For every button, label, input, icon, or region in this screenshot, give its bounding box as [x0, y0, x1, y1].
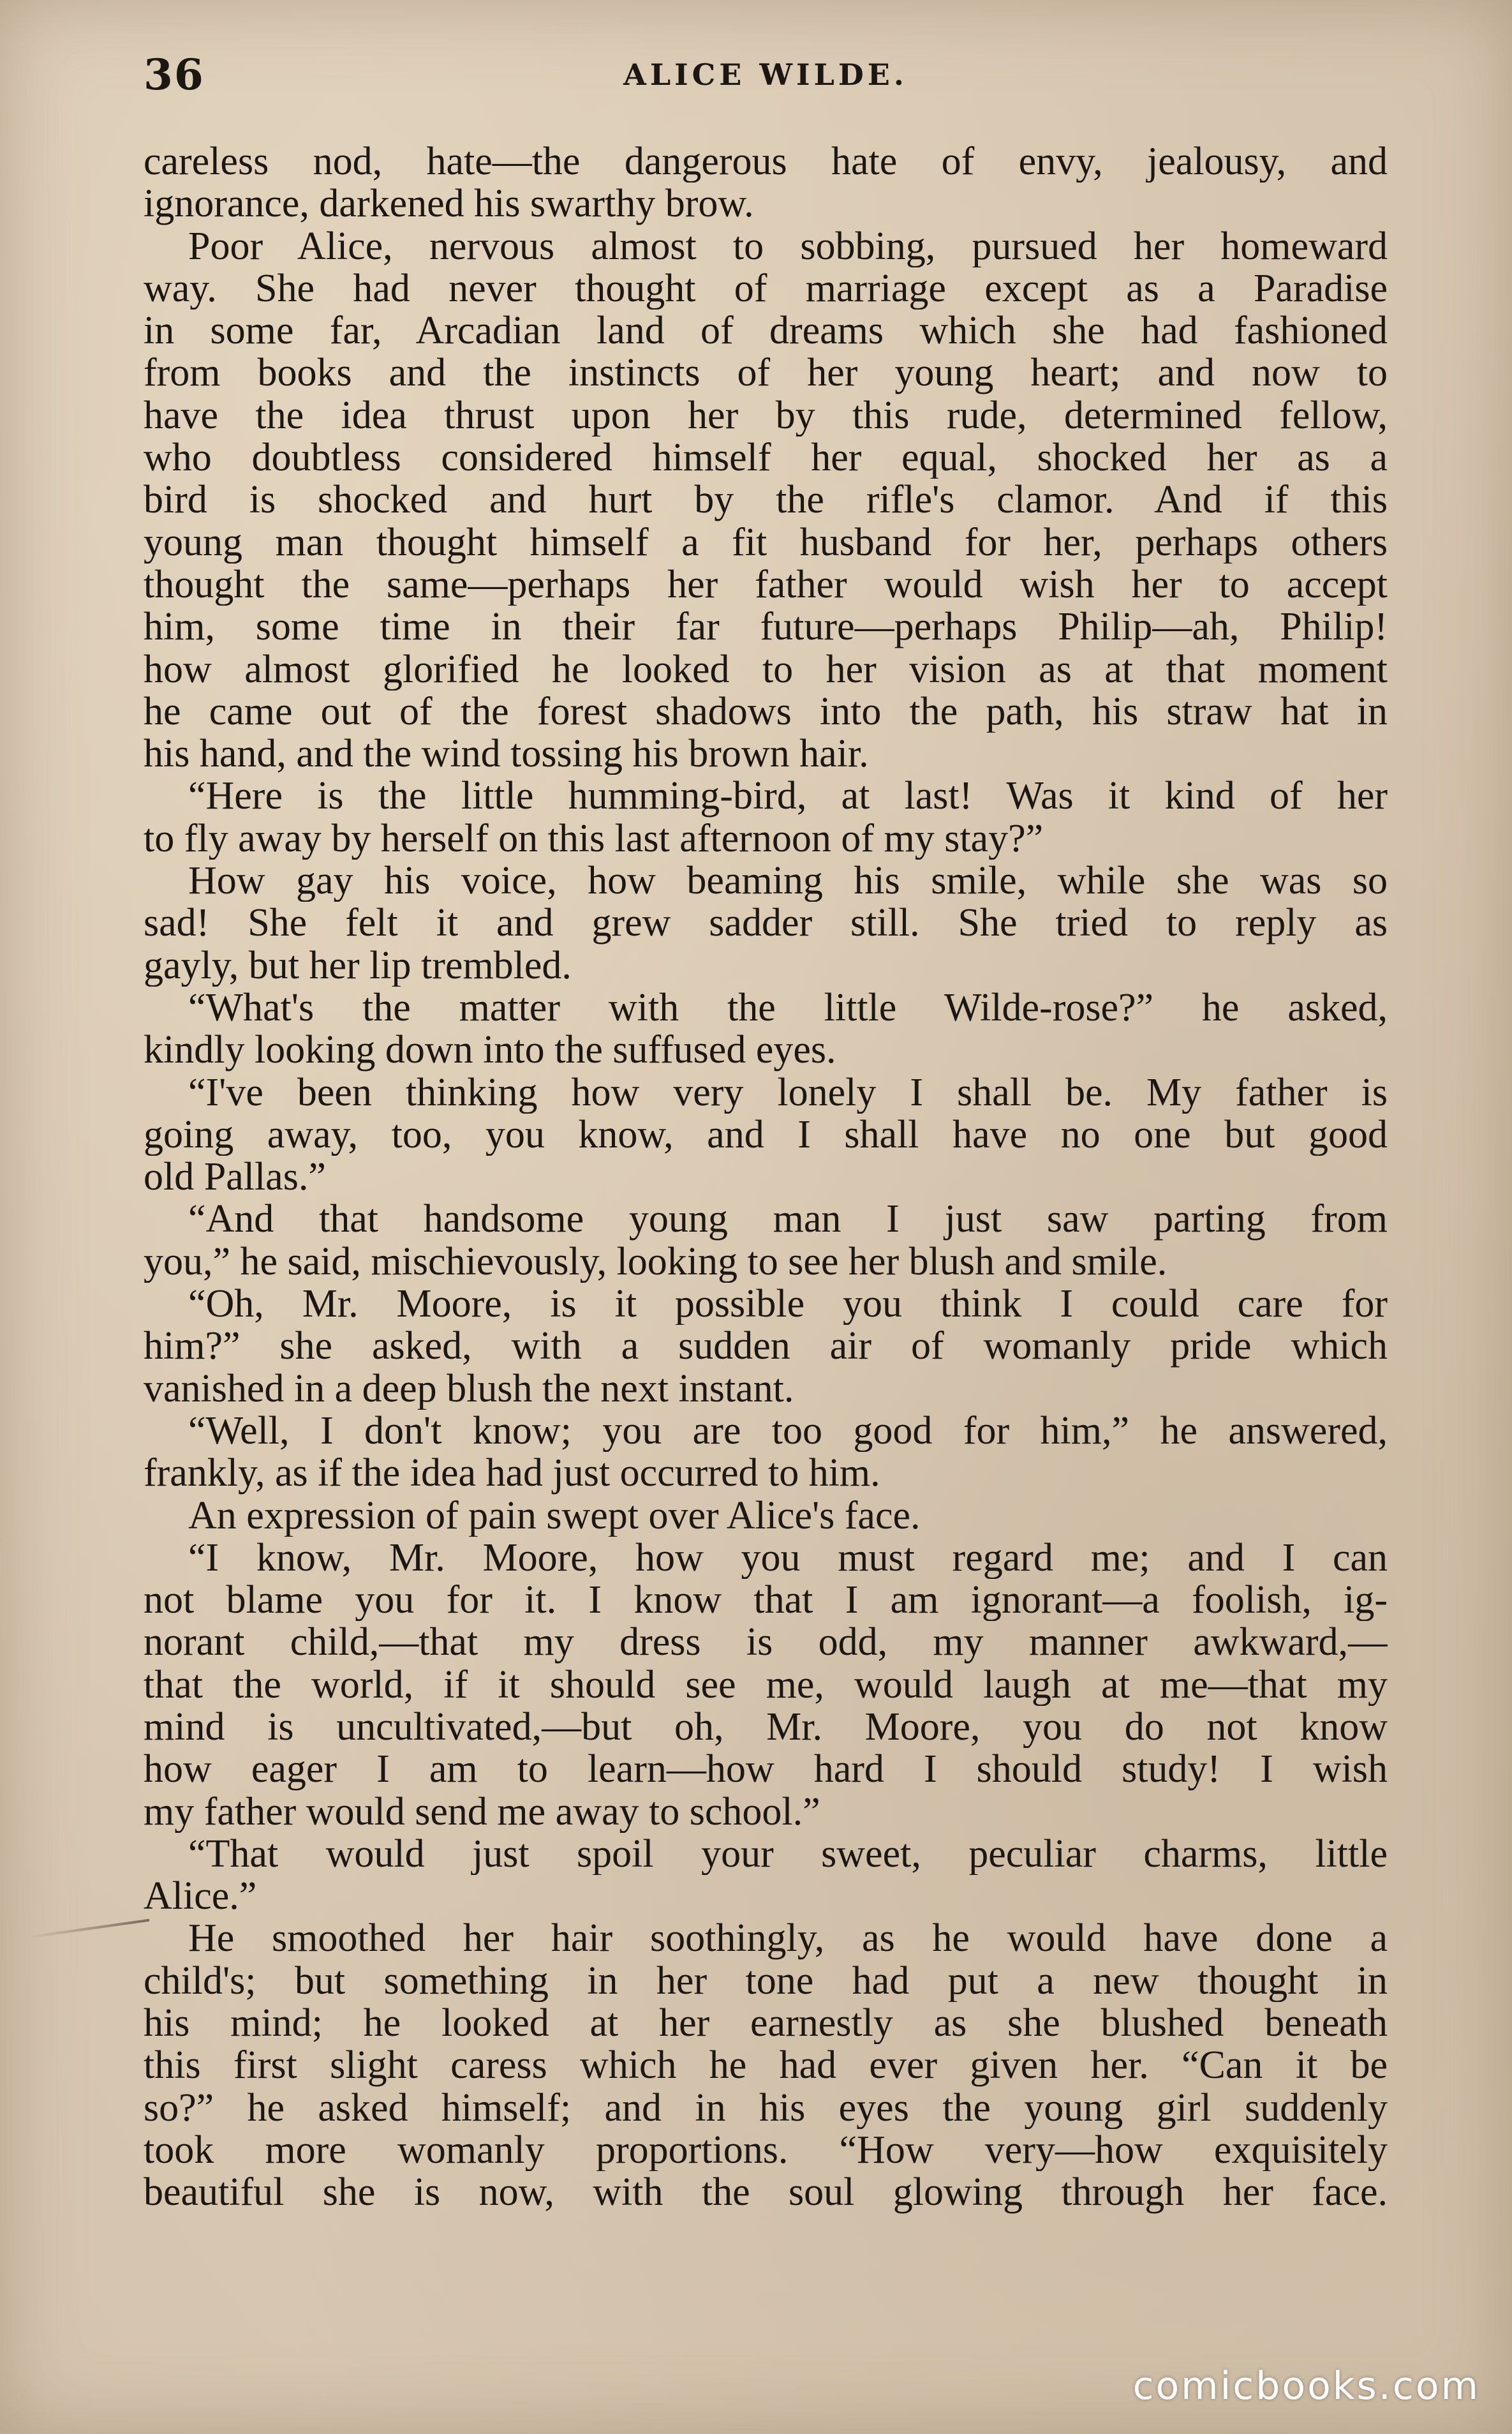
text-line: kindly looking down into the suffused eyes.	[144, 1029, 836, 1071]
text-line: “I've been thinking how very lonely I shall be. My father is	[188, 1071, 1388, 1114]
text-line: his mind; he looked at her earnestly as she blushed beneath	[144, 2002, 1388, 2045]
text-line: from books and the instincts of her young heart; and now to	[144, 352, 1388, 394]
text-line: bird is shocked and hurt by the rifle's clamor. And if this	[144, 479, 1388, 521]
text-line: in some far, Arcadian land of dreams which she had fashioned	[144, 310, 1388, 352]
text-line: him?” she asked, with a sudden air of womanly pride which	[144, 1325, 1388, 1368]
text-line: careless nod, hate—the dangerous hate of envy, jealousy, and	[144, 140, 1388, 183]
text-line: frankly, as if the idea had just occurred to him.	[144, 1452, 880, 1495]
text-line: He smoothed her hair soothingly, as he would have done a	[188, 1917, 1388, 1960]
text-line: gayly, but her lip trembled.	[144, 944, 572, 987]
text-line: way. She had never thought of marriage except as a Paradise	[144, 267, 1388, 310]
text-line: how almost glorified he looked to her vision as at that moment	[144, 648, 1388, 691]
text-line: thought the same—perhaps her father would wish her to accept	[144, 563, 1388, 606]
text-line: “That would just spoil your sweet, peculiar charms, little	[188, 1832, 1388, 1876]
text-line: “Well, I don't know; you are too good for him,” he answered,	[188, 1409, 1388, 1452]
text-line: that the world, if it should see me, would laugh at me—that my	[144, 1663, 1388, 1706]
text-line: An expression of pain swept over Alice's face.	[188, 1494, 921, 1537]
text-line: him, some time in their far future—perhaps Philip—ah, Philip!	[144, 606, 1388, 648]
ink-smudge	[29, 1919, 150, 1938]
running-title: ALICE WILDE.	[623, 57, 908, 92]
text-line: “Here is the little humming-bird, at last! Was it kind of her	[188, 775, 1388, 818]
text-line: Poor Alice, nervous almost to sobbing, pursued her homeward	[188, 225, 1388, 267]
text-line: he came out of the forest shadows into the path, his straw hat in	[144, 690, 1388, 733]
text-line: Alice.”	[144, 1875, 257, 1918]
text-line: going away, too, you know, and I shall have no one but good	[144, 1113, 1388, 1156]
text-line: How gay his voice, how beaming his smile, while she was so	[188, 860, 1388, 902]
text-line: so?” he asked himself; and in his eyes the young girl suddenly	[144, 2086, 1388, 2129]
text-line: mind is uncultivated,—but oh, Mr. Moore, you do not know	[144, 1705, 1388, 1749]
text-line: how eager I am to learn—how hard I should study! I wish	[144, 1748, 1388, 1791]
text-line: ignorance, darkened his swarthy brow.	[144, 183, 754, 225]
text-line: beautiful she is now, with the soul glowing through her face.	[144, 2171, 1388, 2214]
text-line: his hand, and the wind tossing his brown hair.	[144, 733, 869, 775]
text-line: sad! She felt it and grew sadder still. She tried to reply as	[144, 902, 1388, 944]
text-line: “And that handsome young man I just saw parting from	[188, 1198, 1388, 1241]
text-line: “What's the matter with the little Wilde-rose?” he asked,	[188, 986, 1388, 1029]
text-line: this first slight caress which he had ever given her. “Can it be	[144, 2044, 1388, 2087]
text-line: not blame you for it. I know that I am ignorant—a foolish, ig-	[144, 1579, 1388, 1622]
text-line: “Oh, Mr. Moore, is it possible you think I could care for	[188, 1283, 1388, 1325]
text-line: norant child,—that my dress is odd, my manner awkward,—	[144, 1621, 1388, 1664]
text-line: young man thought himself a fit husband for her, perhaps others	[144, 521, 1388, 564]
text-line: to fly away by herself on this last afternoon of my stay?”	[144, 817, 1044, 860]
text-line: child's; but something in her tone had put a new thought in	[144, 1959, 1388, 2003]
running-head	[144, 45, 1388, 115]
text-line: “I know, Mr. Moore, how you must regard me; and I can	[188, 1536, 1388, 1579]
text-line: my father would send me away to school.”	[144, 1790, 820, 1833]
text-line: who doubtless considered himself her equal, shocked her as a	[144, 437, 1388, 479]
page-number: 36	[144, 50, 205, 100]
text-line: old Pallas.”	[144, 1156, 326, 1198]
site-watermark: comicbooks.com	[1132, 2364, 1480, 2408]
text-line: have the idea thrust upon her by this rude, determined fellow,	[144, 394, 1388, 437]
text-line: you,” he said, mischievously, looking to see her blush and smile.	[144, 1240, 1167, 1283]
text-line: vanished in a deep blush the next instant.	[144, 1367, 794, 1410]
body-text	[144, 140, 1388, 2214]
text-line: took more womanly proportions. “How very—how exquisitely	[144, 2128, 1388, 2172]
